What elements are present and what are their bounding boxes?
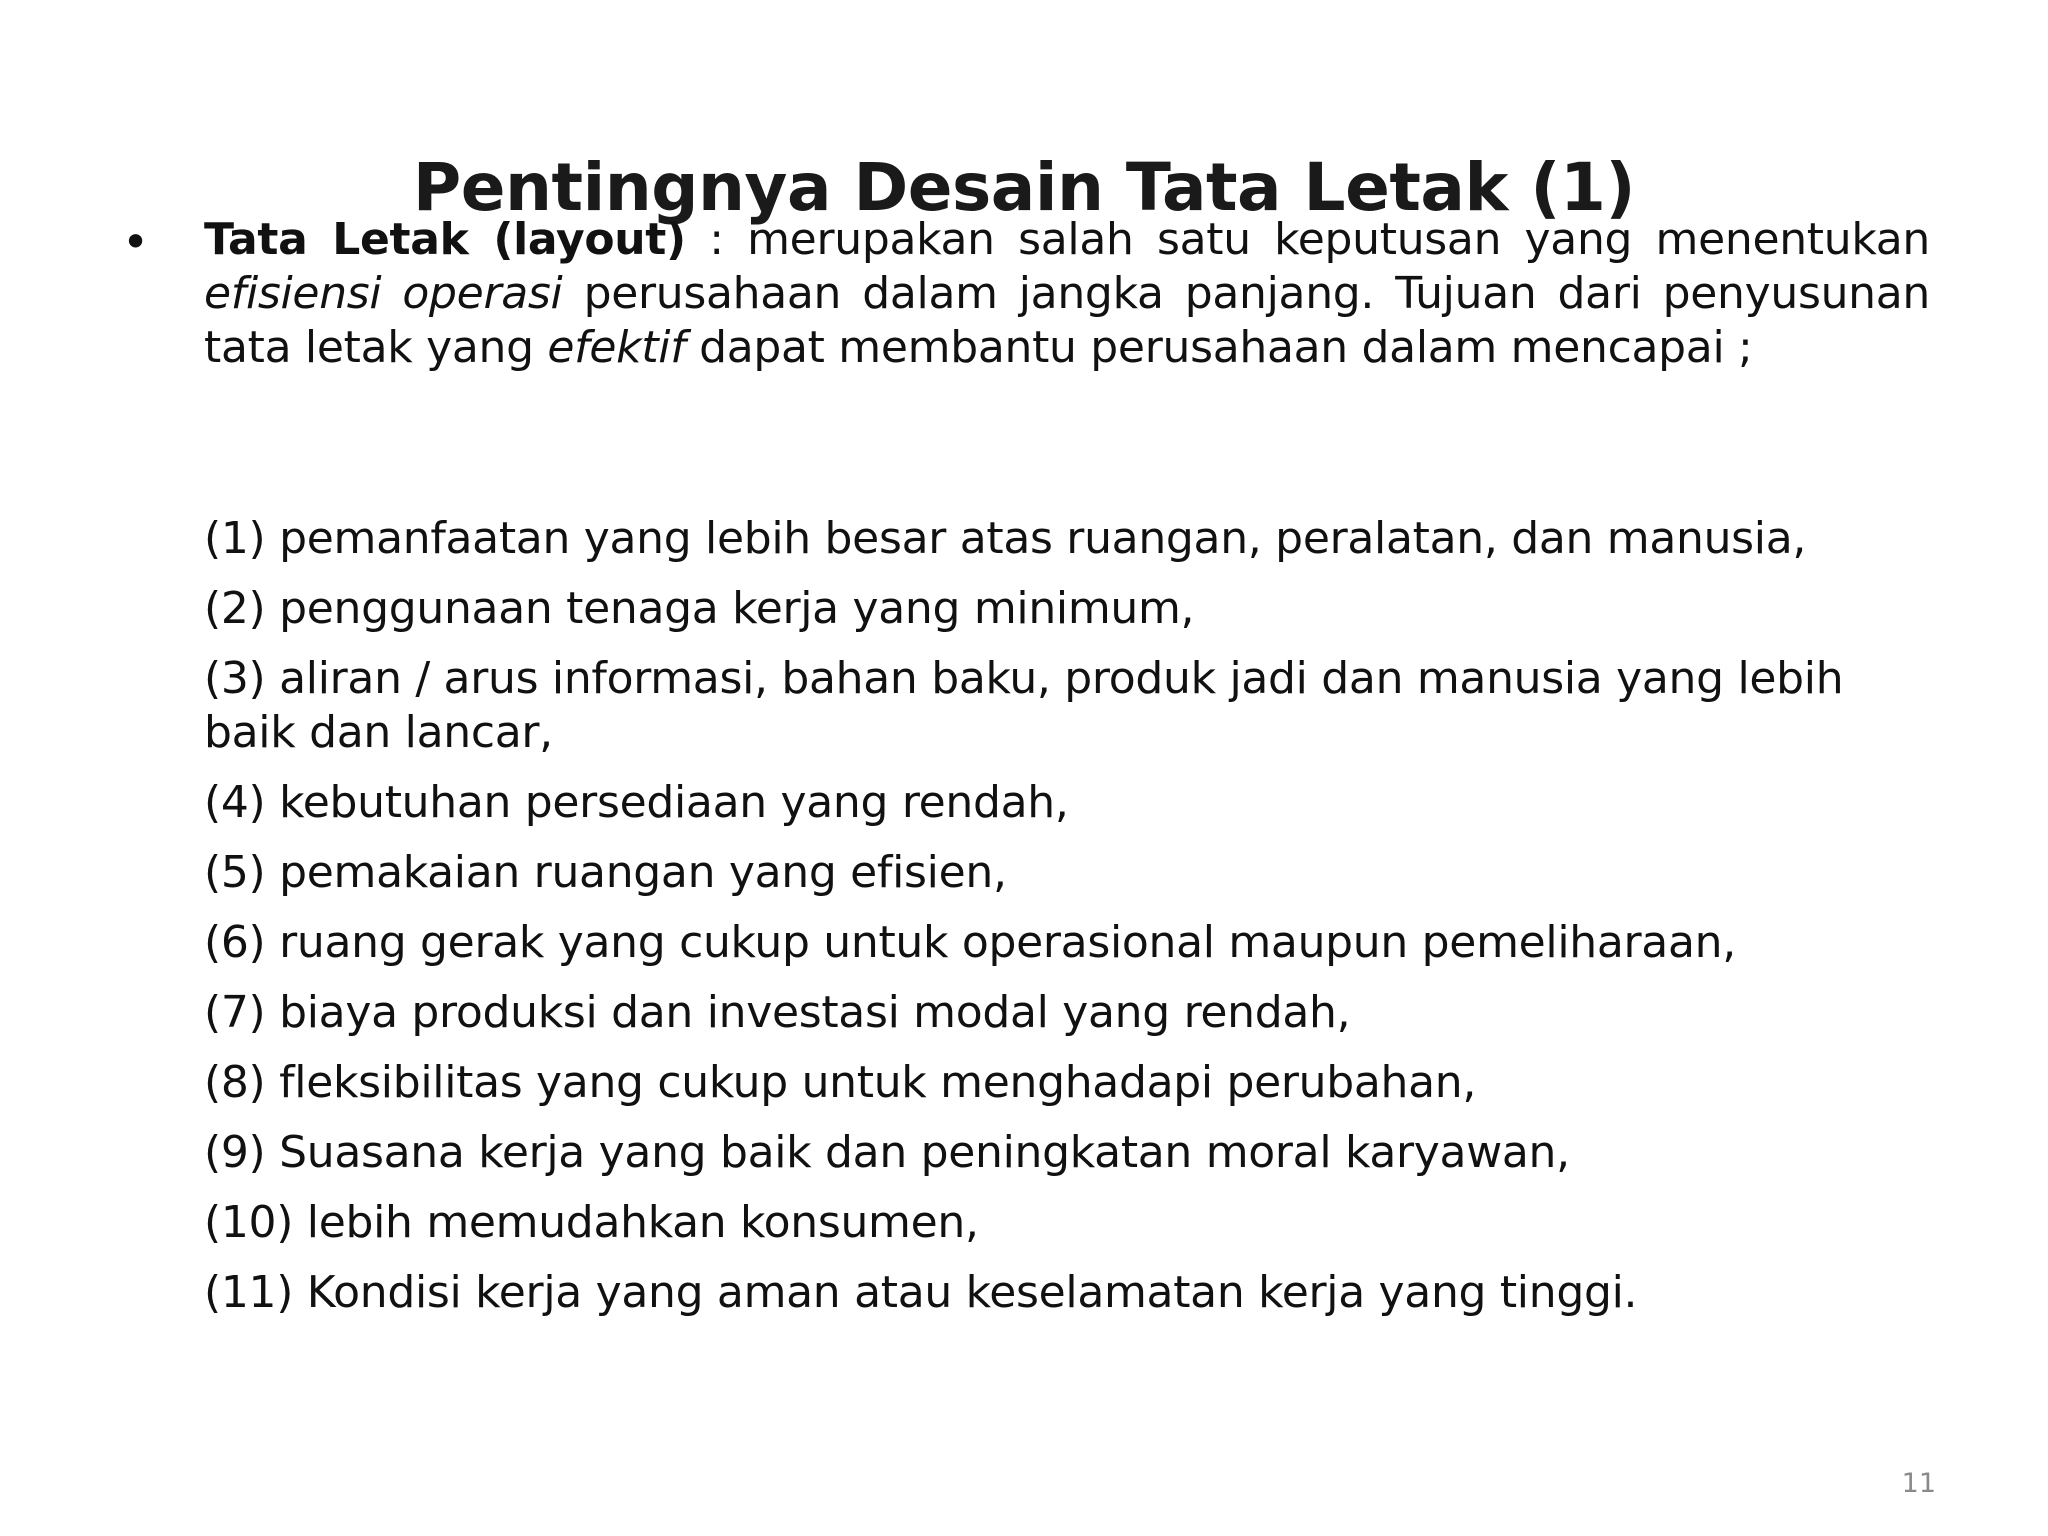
list-item: (8) fleksibilitas yang cukup untuk menghadapi perubahan, — [204, 1057, 1477, 1108]
list-item: (7) biaya produksi dan investasi modal yang rendah, — [204, 987, 1351, 1038]
intro-term: Tata Letak (layout) — [204, 214, 686, 265]
list-item: (6) ruang gerak yang cukup untuk operasional maupun pemeliharaan, — [204, 917, 1736, 968]
list-item: (11) Kondisi kerja yang aman atau keselamatan kerja yang tinggi. — [204, 1267, 1638, 1318]
list-item: (10) lebih memudahkan konsumen, — [204, 1197, 979, 1248]
bullet-icon: • — [122, 215, 150, 269]
objectives-list — [204, 512, 1930, 1336]
list-item: (3) aliran / arus informasi, bahan baku, produk jadi dan manusia yang lebih baik dan lancar, — [204, 653, 1844, 758]
slide-title: Pentingnya Desain Tata Letak (1) — [412, 149, 1636, 226]
page-number: 11 — [1901, 1468, 1936, 1499]
list-item: (1) pemanfaatan yang lebih besar atas ruangan, peralatan, dan manusia, — [204, 513, 1807, 564]
intro-text-1: : merupakan salah satu keputusan yang menentukan — [685, 214, 1931, 265]
intro-text-3: dapat membantu perusahaan dalam mencapai ; — [685, 322, 1753, 373]
intro-paragraph — [204, 213, 1930, 375]
list-item: (4) kebutuhan persediaan yang rendah, — [204, 777, 1069, 828]
intro-italic-2: efektif — [547, 322, 686, 373]
list-item: (2) penggunaan tenaga kerja yang minimum, — [204, 583, 1195, 634]
list-item: (9) Suasana kerja yang baik dan peningkatan moral karyawan, — [204, 1127, 1570, 1178]
intro-text-2: perusahaan dalam jangka panjang. Tujuan dari penyusunan tata letak yang — [204, 268, 1931, 373]
list-item: (5) pemakaian ruangan yang efisien, — [204, 847, 1007, 898]
intro-italic-1: efisiensi operasi — [204, 268, 563, 319]
